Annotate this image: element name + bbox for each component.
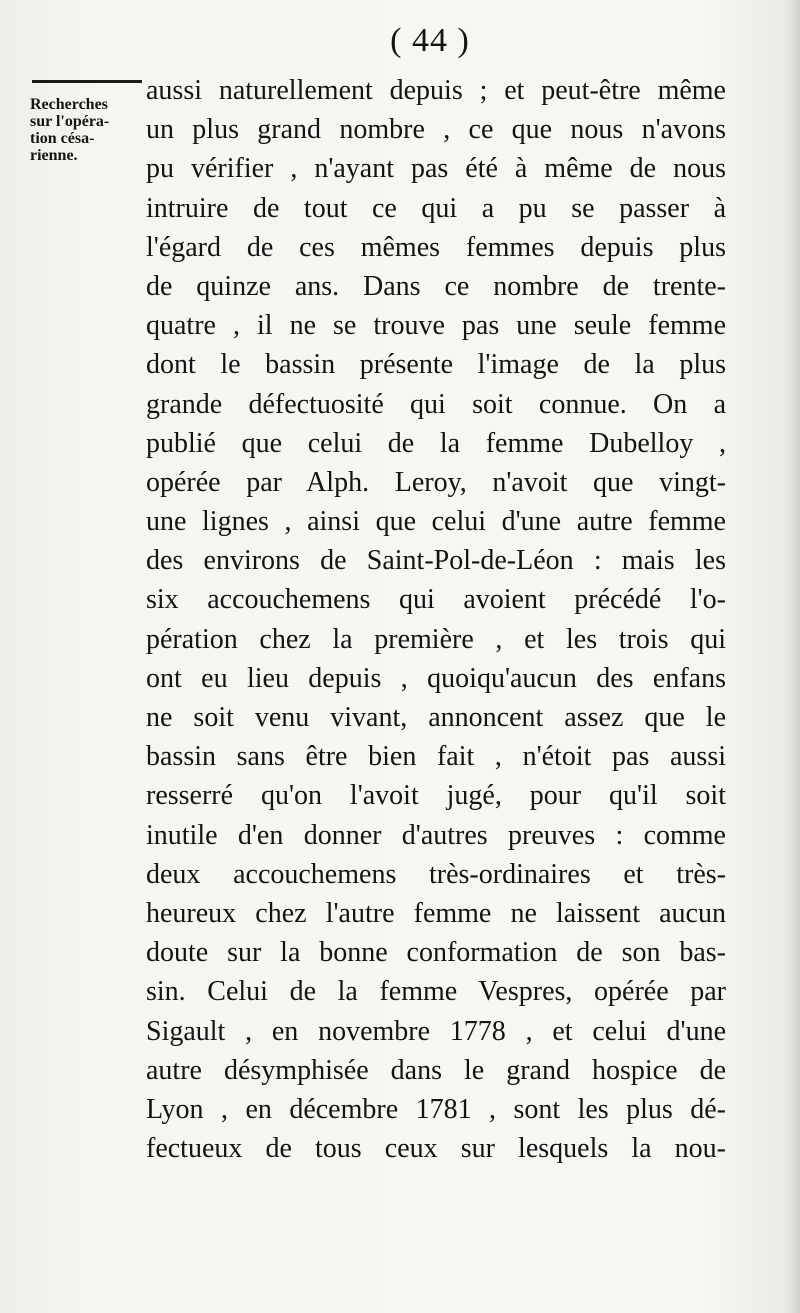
text-line: sin. Celui de la femme Vespres, opérée par (146, 976, 726, 1008)
text-line: aussi naturellement depuis ; et peut-être même (146, 75, 726, 106)
body-text (146, 71, 726, 1168)
text-line: autre désymphisée dans le grand hospice de (146, 1054, 726, 1086)
text-line: Lyon , en décembre 1781 , sont les plus dé- (146, 1093, 726, 1125)
text-line: ne soit venu vivant, annoncent assez que le (146, 702, 726, 733)
text-line: pu vérifier , n'ayant pas été à même de nous (146, 153, 726, 185)
text-line: six accouchemens qui avoient précédé l'o- (146, 584, 726, 616)
text-line: inutile d'en donner d'autres preuves : comme (146, 819, 726, 851)
page-edge-shadow (786, 0, 800, 1313)
text-line: un plus grand nombre , ce que nous n'avons (146, 114, 726, 146)
text-line: Sigault , en novembre 1778 , et celui d'une (146, 1015, 726, 1047)
margin-note-line: Recherches (30, 96, 108, 113)
text-line: fectueux de tous ceux sur lesquels la nou- (146, 1133, 726, 1165)
text-line: heureux chez l'autre femme ne laissent aucun (146, 897, 726, 929)
margin-rule (32, 80, 142, 83)
text-line: quatre , il ne se trouve pas une seule femme (146, 310, 726, 342)
text-line: de quinze ans. Dans ce nombre de trente- (146, 270, 726, 302)
text-line: l'égard de ces mêmes femmes depuis plus (146, 231, 726, 263)
text-line: une lignes , ainsi que celui d'une autre femme (146, 506, 726, 538)
margin-note-line: sur l'opéra- (30, 113, 110, 130)
text-line: grande défectuosité qui soit connue. On a (146, 388, 726, 420)
text-line: resserré qu'on l'avoit jugé, pour qu'il soit (146, 780, 726, 812)
page-number: ( 44 ) (390, 22, 470, 59)
text-line: opérée par Alph. Leroy, n'avoit que vingt- (146, 466, 726, 498)
text-line: ont eu lieu depuis , quoiqu'aucun des enfans (146, 662, 726, 694)
text-line: dont le bassin présente l'image de la plus (146, 349, 726, 381)
text-line: bassin sans être bien fait , n'étoit pas aussi (146, 741, 726, 773)
text-line: pération chez la première , et les trois qui (146, 623, 726, 655)
text-line: des environs de Saint-Pol-de-Léon : mais les (146, 545, 726, 577)
margin-note-line: rienne. (30, 147, 78, 164)
text-line: publié que celui de la femme Dubelloy , (146, 427, 726, 459)
text-line: intruire de tout ce qui a pu se passer à (146, 192, 726, 224)
margin-note (30, 96, 142, 164)
margin-note-line: tion césa- (30, 130, 95, 147)
text-line: doute sur la bonne conformation de son bas- (146, 937, 726, 969)
text-line: deux accouchemens très-ordinaires et très- (146, 858, 726, 890)
